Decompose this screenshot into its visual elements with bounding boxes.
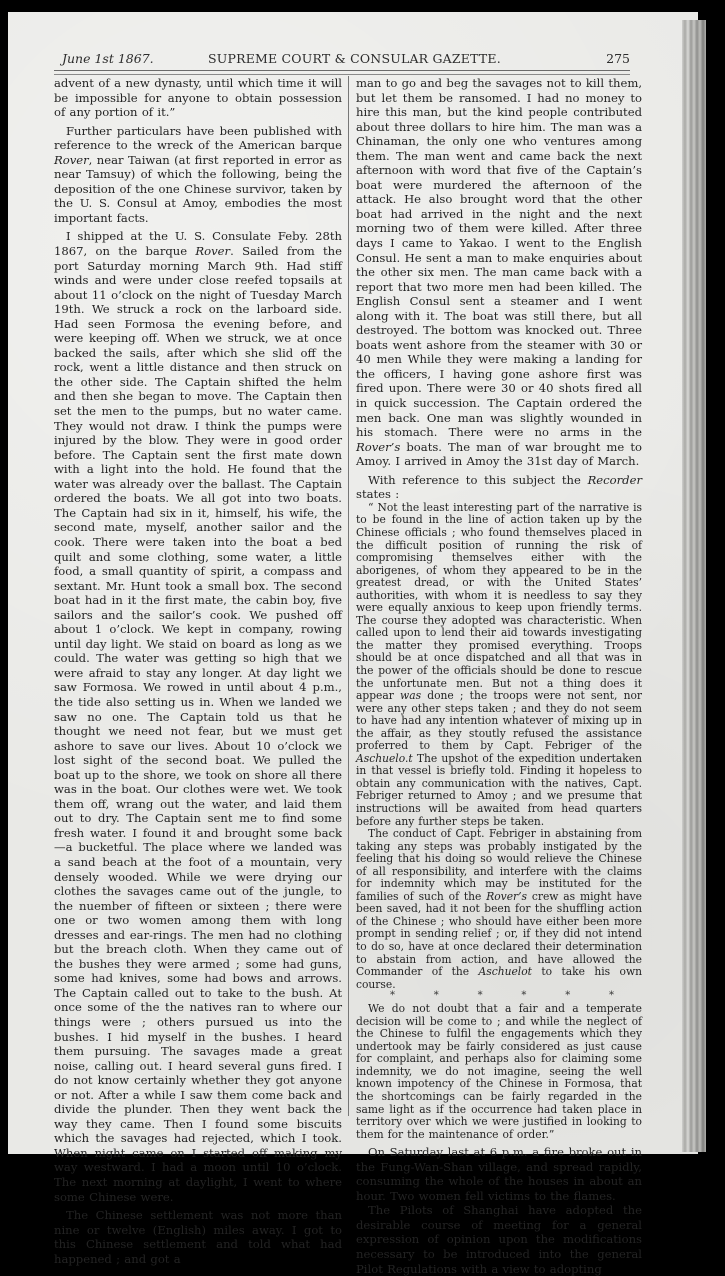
quote-febriger-conduct: The conduct of Capt. Febriger in abstaining from taking any steps was probably instigated by the feeling that his doing so would relieve the Chinese of all responsibility, and interfere with the claims for indemnity which may be instituted for the families of such of the Rover’s crew as might have been saved, had it not been for the shuffling action of the Chinese ; who should have either been more prompt in sending relief ; or, if they did not intend to do so, have at once declared their determination to abstain from action, and have allowed the Commander of the Aschuelot to take his own course.	[356, 827, 643, 991]
running-head	[62, 51, 630, 69]
right-column	[356, 76, 642, 1276]
paragraph-settlement: The Chinese settlement was not more than nine or twelve (English) miles away. I got to this Chinese settlement and told what had happened ; and got a	[54, 1208, 342, 1266]
paragraph-continuation: advent of a new dynasty, until which time it will be impossible for anyone to obtain possession of any portion of it.”	[54, 76, 342, 120]
paragraph-pilots-news: The Pilots of Shanghai have adopted the desirable course of meeting for a general expression of opinion upon the modifications necessary to be introduced into the general Pilot Regulations with a view to adopting	[356, 1203, 642, 1276]
left-column	[54, 76, 342, 1266]
header-rule	[54, 70, 630, 75]
publication-title: SUPREME COURT & CONSULAR GAZETTE.	[208, 51, 501, 66]
paragraph-fire-news: On Saturday last at 6 p.m. a fire broke out in the Fung-Wan-Shan village, and spread rapidly, consuming the whole of the houses in about an hour. Two women fell victims to the flames.	[356, 1145, 642, 1203]
issue-date: June 1st 1867.	[62, 51, 154, 66]
paragraph-deposition: I shipped at the U. S. Consulate Feby. 28th 1867, on the barque Rover. Sailed from the port Saturday morning March 9th. Had stiff winds and were under close reefed topsails at about 11 o’clock on the night of Tuesday March 19th. We struck a rock on the larboard side. Had seen Formosa the evening before, and were keeping off. When we struck, we at once backed the sails, after which she slid off the rock, went a little distance and then struck on the other side. The Captain shifted the helm and then she began to move. The Captain then set the men to the pumps, but no water came. They would not draw. I think the pumps were injured by the blow. They were in good order before. The Captain sent the first mate down with a light into the hold. He found that the water was already over the ballast. The Captain ordered the boats. We all got into two boats. The Captain had six in it, himself, his wife, the second mate, myself, another sailor and the cook. There were taken into the boat a bed quilt and some clothing, some water, a little food, a small quantity of spirit, a compass and sextant. Mr. Hunt took a small box. The second boat had in it the first mate, the cabin boy, five sailors and the sailor’s cook. We pushed off about 1 o’clock. We kept in company, rowing until day light. We staid on board as long as we could. The water was getting so high that we were afraid to stay any longer. At day light we saw Formosa. We rowed in until about 4 p.m., the tide also setting us in. When we landed we saw no one. The Captain told us that he thought we need not fear, but we must get ashore to save our lives. About 10 o’clock we lost sight of the second boat. We pulled the boat up to the shore, we took on shore all there was in the boat. Our clothes were wet. We took them off, wrang out the water, and laid them out to dry. The Captain sent me to find some fresh water. I found it and brought some back —a bucketful. The place where we landed was a sand beach at the foot of a mountain, very densely wooded. While we were drying our clothes the savages came out of the jungle, to the nuember of fifteen or sixteen ; there were one or two women among them with long dresses and ear-rings. The men had no clothing but the breach cloth. When they came out of the bushes they were armed ; some had guns, some had knives, some had bows and arrows. The Captain called out to take to the bush. At once some of the the natives ran to where our things were ; others pursued us into the bushes. I hid myself in the bushes. I heard them pursuing. The savages made a great noise, calling out. I heard several guns fired. I do not know certainly whether they got anyone or not. After a while I saw them come back and divide the plunder. Then they went back the way they came. Then I found some biscuits which the savages had rejected, which I took. When night came on I started off making my way westward. I had a moon until 10 o’clock. The next morning at daylight, I went to where some Chinese were.	[54, 229, 342, 1204]
page-number: 275	[606, 51, 630, 66]
paragraph-deposition-continued: man to go and beg the savages not to kill them, but let them be ransomed. I had no money to hire this man, but the kind people contributed about three dollars to hire him. The man was a Chinaman, the only one who ventures among them. The man went and came back the next afternoon with word that five of the Captain’s boat were murdered the afternoon of the attack. He also brought word that the other boat had arrived in the night and the next morning two of them were killed. After three days I came to Yakao. I went to the English Consul. He sent a man to make enquiries about the other six men. The man came back with a report that two more men had been killed. The English Consul sent a steamer and I went along with it. The boat was still there, but all destroyed. The bottom was knocked out. Three boats went ashore from the steamer with 30 or 40 men While they were making a landing for the officers, I having gone ashore first was fired upon. There were 30 or 40 shots fired all in quick succession. The Captain ordered the men back. One man was slightly wounded in his stomach. There were no arms in the Rover’s boats. The man of war brought me to Amoy. I arrived in Amoy the 31st day of March.	[356, 76, 642, 469]
quote-chinese-officials: “ Not the least interesting part of the narrative is to be found in the line of action taken up by the Chinese officials ; who found themselves placed in the difficult position of running the risk of compromising themselves either with the aborigenes, of whom they appeared to be in the greatest dread, or with the United States’ authorities, with whom it is needless to say they were equally anxious to keep upon friendly terms. The course they adopted was characteristic. When called upon to lend their aid towards investigating the matter they promised everything. Troops should be at once dispatched and all that was in the power of the officials should be done to rescue the unfortunate men. But not a thing does it appear was done ; the troops were not sent, nor were any other steps taken ; and they do not seem to have had any intention whatever of mixing up in the affair, as they stoutly refused the assistance proferred to them by Capt. Febriger of the Aschuelo.t The upshot of the expedition undertaken in that vessel is briefly told. Finding it hopeless to obtain any communication with the natives, Capt. Febriger returned to Amoy ; and we presume that instructions will be awaited from head quarters before any further steps be taken.	[356, 500, 643, 828]
paragraph-recorder-intro: With reference to this subject the Recorder states :	[356, 472, 642, 502]
section-break-asterisks: * * * * * *	[390, 990, 614, 1002]
quote-temperate-decision: We do not doubt that a fair and a temperate decision will be come to ; and while the neglect of the Chinese to fulfil the engagements which they undertook may be fairly considered as just cause for complaint, and perhaps also for claiming some indemnity, we do not imagine, seeing the well known impotency of the Chinese in Formosa, that the shortcomings can be fairly regarded in the same light as if the occurrence had taken place in territory over which we were justified in looking to them for the maintenance of order.”	[356, 1002, 642, 1141]
paragraph-rover-intro: Further particulars have been published with reference to the wreck of the American barque Rover, near Taiwan (at first reported in error as near Tamsuy) of which the following, being the deposition of the one Chinese survivor, taken by the U. S. Consul at Amoy, embodies the most important facts.	[54, 123, 342, 225]
page-edge-stack	[682, 20, 706, 1152]
column-divider	[348, 76, 349, 1116]
